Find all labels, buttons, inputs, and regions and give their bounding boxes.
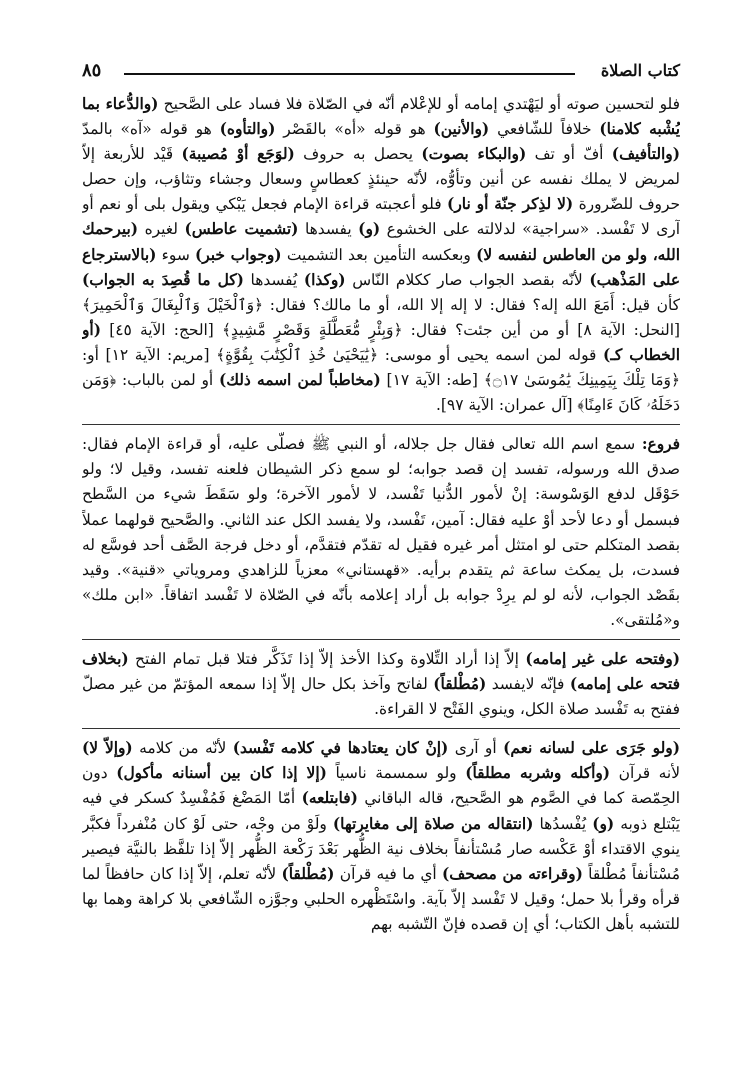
commentary-text: ولو سمسمة ناسياً <box>326 764 466 783</box>
commentary-text: يُفسدها <box>243 270 304 289</box>
matn-text: (وفتحه على غير إمامه) <box>525 649 680 668</box>
matn-text: (إنْ كان يعتادها في كلامه تَفْسد) <box>232 739 449 758</box>
matn-text: (لا لذِكر جنّة أو نار) <box>447 195 574 214</box>
matn-text: (مُطْلقاً) <box>433 675 487 694</box>
commentary-text: أو لمن بالباب: ﴿وَمَن دَخَلَهُۥ كَانَ ءَامِنًا﴾ [آل عمران: الآية ٩٧]. <box>82 371 680 415</box>
commentary-text: سوء <box>156 245 196 264</box>
matn-text: (والدُّعاء بما يُشْبه كلامنا) <box>82 95 680 139</box>
commentary-text: لأنّه بقصد الجواب صار ككلام النّاس <box>345 270 590 289</box>
commentary-text: إلاّ إذا أراد التِّلاوة وكذا الأخذ إلاّ إذا تَذَكَّر فتلا قبل تمام الفتح <box>128 649 526 668</box>
commentary-text: لأنّه من كلامه <box>132 739 233 758</box>
paragraph-p4 <box>82 736 680 937</box>
matn-text: (انتقاله من صلاة إلى مغايرتها) <box>332 814 534 833</box>
matn-text: (بخلاف فتحه على إمامه) <box>82 649 680 694</box>
running-title: كتاب الصلاة <box>600 61 680 80</box>
paragraph-p1 <box>82 92 680 425</box>
paragraph-p3 <box>82 647 680 729</box>
matn-text: (لوَجَع أوْ مُصيبة) <box>181 145 295 164</box>
commentary-text: فلو أعجبته قراءة الإمام فجعل يَبْكي ويقول بلى أو نعم أو آرى لا تَفْسد. «سراجية» لدلالته على الخشوع <box>82 195 680 239</box>
commentary-text: سمع اسم الله تعالى فقال جل جلاله، أو النبي ﷺ فصلّى عليه، أو قراءة الإمام فقال: صدق الله ورسوله، تفسد إن قصد جوابه؛ لو سمع ذكر الشيطان فلعنه تفسد، وقيل لا؛ ولو حَوْقَل لدفع الوَسْوسة: إنْ لأمور الدُّنيا تَفْسد، لا لأمور الآخرة؛ ولو سَقَطَ شيء من السَّطح فبسمل أو دعا لأحد أوْ عليه فقال: آمين، تَفْسد، ولا يفسد الكل عند الثاني. والصَّحيح قولهما عملاً بقصد المتكلم حتى لو امتثل أمر غيره فقيل له تقدّم فتقدَّم، أو دخل فرجة الصَّف أحد فوسَّع له فسدت، بل يمكث ساعة ثم يتقدم برأيه. «قهستاني» معزياً للزاهدي ومروياتي «قنية». وقيد بقَصْد الجواب، لأنه لو لم يرِدْ جوابه بل أراد إعلامه بأنّه في الصّلاة لا تَفْسد اتفاقاً. «ابن ملك» و«مُلتقى». <box>82 435 680 629</box>
matn-text: (وجواب خبر) <box>195 245 282 264</box>
commentary-text: أمّا المَضْغ فَمُفْسِدٌ كسكر في فيه يَبْتلع ذوبه <box>82 789 680 833</box>
matn-text: (مُطْلقاً) <box>281 864 335 883</box>
paragraph-p2 <box>82 432 680 640</box>
commentary-text: أفّ أو تف <box>526 145 612 164</box>
commentary-text: هو قوله «أه» بالقَصْر <box>275 120 434 139</box>
commentary-text: يحصل به حروف <box>294 145 422 164</box>
matn-text: (والأنين) <box>433 120 490 139</box>
matn-text: (وأكله وشربه مطلقاً) <box>465 764 611 783</box>
matn-text: (وقراءته من مصحف) <box>441 864 583 883</box>
commentary-text: أو آرى <box>448 739 504 758</box>
matn-text: (كل ما قُصِدَ به الجواب) <box>82 270 244 289</box>
commentary-text: لغيره <box>138 220 185 239</box>
page-body <box>82 92 680 1072</box>
commentary-text: لأنه قرآن <box>610 764 680 783</box>
commentary-text: قَيْد للأربعة إلاّ لمريض لا يملك نفسه عن أنين وتأوُّه، لأنّه حينئذٍ كعطاسٍ وسعال وجشاء وتثاؤب، وإن حصل حروف للضّرورة <box>82 145 680 214</box>
matn-text: (فابتلعه) <box>301 789 358 808</box>
commentary-text: ولَوْ من وجْه، حتى لَوْ كان مُنْفرداً فكبَّر ينوي الاقتداء أوْ عَكْسه صار مُسْتأنفاً بخلاف نية الظُّهر بَعْدَ رَكْعة الظُّهر إلاّ إذا تلفَّظ بالنيَّة فيصير مُسْتأنفاً مُطْلقاً <box>82 814 680 883</box>
commentary-text: وبعكسه التأمين بعد التشميت <box>281 245 477 264</box>
matn-text: (مخاطباً لمن اسمه ذلك) <box>218 371 381 390</box>
matn-text: (بالاسترجاع على المَذْهب) <box>82 245 680 289</box>
commentary-text: أي ما فيه قرآن <box>334 864 442 883</box>
page-header <box>82 60 680 86</box>
matn-text: (إلا إذا كان بين أسنانه مأكول) <box>116 764 327 783</box>
matn-text: (و) <box>358 220 381 239</box>
matn-text: (أو الخطاب كـ) <box>82 320 680 364</box>
matn-text: (وكذا) <box>303 270 346 289</box>
matn-text: (والتأوه) <box>219 120 276 139</box>
commentary-text: يُفْسدُها <box>533 814 593 833</box>
commentary-text: لفاتح وآخذ بكل حال إلاّ إذا سمعه المؤتمّ من غير مصلّ ففتح به تَفْسد صلاة الكل، وينوي الفَتْح لا القراءة. <box>82 675 680 719</box>
matn-text: (تشميت عاطس) <box>184 220 299 239</box>
matn-text: (و) <box>592 814 615 833</box>
matn-text: (ولو جَرَى على لسانه نعم) <box>503 739 680 758</box>
commentary-text: لأنّه تعلم، إلاّ إذا كان حافظاً لما قرأه وقرأ بلا حمل؛ وقيل لا تَفْسد إلاّ بآية. واسْتَظْهره الحلبي وجوَّزه الشّافعي بلا كراهة وهما بها للتشبه بأهل الكتاب؛ أي إن قصده فإنّ التّشبه بهم <box>82 864 680 933</box>
page-number: ٨٥ <box>82 60 102 81</box>
matn-text: (وإلاّ لا) <box>82 739 133 758</box>
matn-text: فروع: <box>641 435 680 454</box>
commentary-text: خلافاً للشّافعي <box>489 120 600 139</box>
commentary-text: هو قوله «آه» بالمدّ <box>82 120 220 139</box>
matn-text: (والبكاء بصوت) <box>421 145 527 164</box>
commentary-text: قوله لمن اسمه يحيى أو موسى: ﴿يَٰيَحْيَىٰ خُذِ ٱلْكِتَٰبَ بِقُوَّةٍ﴾ [مريم: الآية ١٢] أو: ﴿وَمَا تِلْكَ بِيَمِينِكَ يَٰمُوسَىٰ ۝١٧﴾ [طه: الآية ١٧] <box>82 345 680 390</box>
commentary-text: كأن قيل: أَمَعَ الله إله؟ فقال: لا إله إلا الله، أو ما مالك؟ فقال: ﴿وَٱلْخَيْلَ وَٱلْبِغَالَ وَٱلْحَمِيرَ﴾ [النحل: الآية ٨] أو من أين جئت؟ فقال: ﴿وَبِئْرٍ مُّعَطَّلَةٍ وَقَصْرٍ مَّشِيدٍ﴾ [الحج: الآية ٤٥] <box>82 295 680 339</box>
commentary-text: فإنّه لايفسد <box>486 675 570 694</box>
matn-text: (والتأفيف) <box>611 145 680 164</box>
commentary-text: دون الحِمّصة كما في الصَّوم هو الصَّحيح، قاله الباقاني <box>82 764 680 808</box>
matn-text: (بيرحمك الله، ولو من العاطس لنفسه لا) <box>82 220 680 264</box>
header-rule <box>124 73 575 75</box>
commentary-text: فلو لتحسين صوته أو ليَهْتدي إمامه أو للإعْلام أنّه في الصّلاة فلا فساد على الصَّحيح <box>158 95 680 113</box>
commentary-text: يفسدها <box>298 220 359 239</box>
